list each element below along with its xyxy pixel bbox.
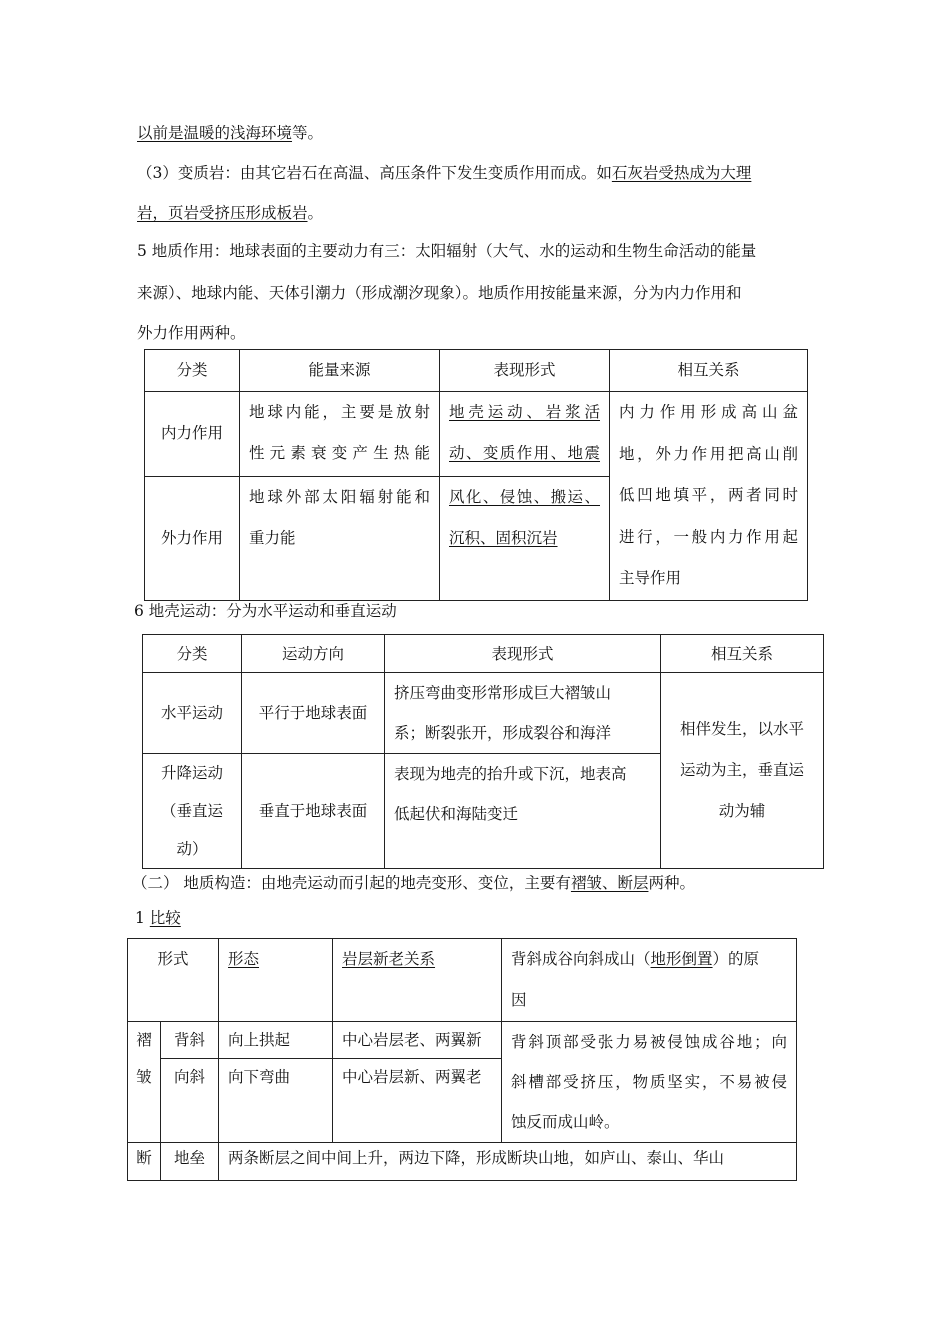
- table-header-row: [145, 350, 808, 392]
- cell-line: 主导作用: [619, 569, 682, 587]
- text-fragment: 1: [135, 909, 150, 927]
- crustal-movement-table: [142, 634, 824, 869]
- geological-process-table: [144, 349, 808, 601]
- geological-process-para-1: 5 地质作用：地球表面的主要动力有三：太阳辐射（大气、水的运动和生物生命活动的能量: [137, 242, 757, 260]
- row-category: [143, 754, 242, 869]
- cell-line: 地，外力作用把高山削: [619, 444, 798, 463]
- cell-line: 因: [511, 991, 527, 1009]
- underlined-phrase: 地形倒置: [650, 950, 713, 968]
- cell-line: 皱: [136, 1068, 152, 1086]
- header-age: [333, 939, 502, 1022]
- underlined-phrase: 石灰岩受热成为大理: [611, 164, 752, 182]
- cell-line: 动为辅: [718, 802, 766, 820]
- table-row: [145, 392, 808, 477]
- table-row: [128, 1022, 797, 1059]
- cell-line: 重力能: [249, 528, 296, 547]
- cell-line: 动）: [176, 840, 208, 858]
- underlined-phrase: 褶皱、断层: [570, 874, 649, 892]
- underlined-phrase: 以前是温暖的浅海环境: [137, 124, 293, 142]
- header-direction: 运动方向: [242, 635, 385, 673]
- horst-description: 两条断层之间中间上升，两边下降，形成断块山地，如庐山、泰山、华山: [219, 1143, 797, 1181]
- underlined-phrase: 岩，页岩受挤压形成板岩: [137, 204, 308, 222]
- text-fragment: 两种。: [648, 874, 695, 892]
- structure-comparison-table: [127, 938, 797, 1181]
- header-relation: 相互关系: [610, 350, 808, 392]
- direction-cell: 平行于地球表面: [242, 673, 385, 754]
- header-energy-source: 能量来源: [240, 350, 440, 392]
- cell-line: 地球外部太阳辐射能和: [249, 487, 430, 506]
- horst-name: 地垒: [161, 1143, 219, 1181]
- cell-line: 升降运动: [160, 764, 223, 782]
- cell-line: 蚀反而成山岭。: [511, 1113, 620, 1131]
- syncline-name: 向斜: [161, 1059, 219, 1143]
- row-category: 外力作用: [145, 476, 240, 600]
- cell-line: 地壳运动、岩浆活: [449, 403, 600, 421]
- energy-source-cell: [240, 476, 440, 600]
- cell-line: 斜槽部受挤压，物质坚实，不易被侵: [511, 1073, 788, 1091]
- cell-line: 表现为地壳的抬升或下沉，地表高: [394, 765, 627, 783]
- text-fragment: （二） 地质构造：由地壳运动而引起的地壳变形、变位，主要有: [132, 874, 571, 892]
- text-fragment: （3）变质岩：由其它岩石在高温、高压条件下发生变质作用而成。如: [137, 164, 612, 182]
- underlined-phrase: 形态: [228, 950, 260, 968]
- text-line-3: [137, 202, 323, 224]
- cell-line: 系；断裂张开，形成裂谷和海洋: [394, 724, 612, 742]
- header-relation: 相互关系: [661, 635, 824, 673]
- relation-cell: [610, 392, 808, 601]
- header-shape: [219, 939, 333, 1022]
- text-fragment: ）的原: [712, 950, 760, 968]
- syncline-age: 中心岩层新、两翼老: [333, 1059, 502, 1143]
- table-row: [143, 673, 824, 754]
- cell-line: （垂直运: [160, 802, 223, 820]
- row-category: 水平运动: [143, 673, 242, 754]
- fold-label: [128, 1022, 161, 1143]
- fold-reason-cell: [502, 1022, 797, 1143]
- header-form: 表现形式: [385, 635, 661, 673]
- table-row: [128, 1143, 797, 1181]
- form-cell: [385, 673, 661, 754]
- form-cell: [385, 754, 661, 869]
- anticline-shape: 向上拱起: [219, 1022, 333, 1059]
- table-header-row: [143, 635, 824, 673]
- cell-line: 内力作用形成高山盆: [619, 403, 798, 421]
- geological-process-para-2: 来源）、地球内能、天体引潮力（形成潮汐现象）。地质作用按能量来源，分为内力作用和: [137, 284, 742, 302]
- comparison-heading: [135, 907, 181, 929]
- cell-line: 挤压弯曲变形常形成巨大褶皱山: [394, 684, 612, 702]
- header-category: 分类: [143, 635, 242, 673]
- text-line-1: [137, 122, 323, 144]
- cell-line: 运动为主，垂直运: [679, 761, 804, 779]
- form-cell: [440, 392, 610, 477]
- cell-line: 低起伏和海陆变迁: [394, 805, 519, 823]
- cell-line: 背斜顶部受张力易被侵蚀成谷地；向: [511, 1033, 788, 1051]
- cell-line: 相伴发生，以水平: [679, 720, 804, 738]
- energy-source-cell: [240, 392, 440, 477]
- anticline-name: 背斜: [161, 1022, 219, 1059]
- table-header-row: [128, 939, 797, 1022]
- geological-process-para-3: 外力作用两种。: [137, 324, 246, 342]
- form-cell: [440, 476, 610, 600]
- underlined-phrase: 比较: [149, 909, 181, 927]
- row-category: 内力作用: [145, 392, 240, 477]
- cell-line: 褶: [136, 1031, 152, 1049]
- text-fragment: 背斜成谷向斜成山（: [511, 950, 651, 968]
- underlined-phrase: 岩层新老关系: [342, 950, 436, 968]
- crustal-movement-heading: 6 地壳运动：分为水平运动和垂直运动: [134, 602, 397, 620]
- cell-line: 进行，一般内力作用起: [619, 527, 798, 546]
- direction-cell: 垂直于地球表面: [242, 754, 385, 869]
- geological-structure-para: [132, 872, 695, 894]
- text-fragment: 。: [307, 204, 324, 222]
- cell-line: 动、变质作用、地震: [449, 444, 600, 462]
- metamorphic-rock-line: [137, 162, 751, 184]
- syncline-shape: 向下弯曲: [219, 1059, 333, 1143]
- header-form: 形式: [128, 939, 219, 1022]
- fault-label: 断: [128, 1143, 161, 1181]
- text-fragment: 等。: [292, 124, 324, 142]
- header-reason: [502, 939, 797, 1022]
- cell-line: 地球内能，主要是放射: [249, 403, 430, 421]
- cell-line: 低凹地填平，两者同时: [619, 486, 798, 504]
- cell-line: 性元素衰变产生热能: [249, 444, 430, 462]
- relation-cell: [661, 673, 824, 869]
- header-form: 表现形式: [440, 350, 610, 392]
- anticline-age: 中心岩层老、两翼新: [333, 1022, 502, 1059]
- cell-line: 风化、侵蚀、搬运、: [449, 487, 600, 506]
- header-category: 分类: [145, 350, 240, 392]
- cell-line: 沉积、固积沉岩: [449, 528, 558, 547]
